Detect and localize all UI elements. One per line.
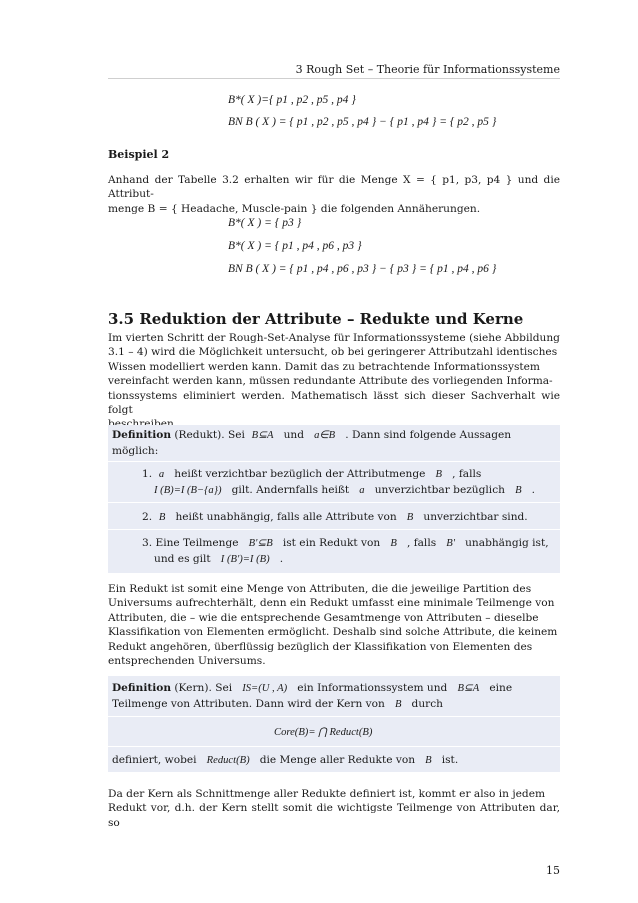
item2-line xyxy=(142,511,528,523)
item2-number: 2. xyxy=(142,511,153,523)
definition-kern-box xyxy=(108,676,560,772)
eine-word: eine xyxy=(489,682,513,694)
section-paragraph xyxy=(108,331,560,432)
item1-rest: gilt. Andernfalls heißt xyxy=(231,484,350,496)
example-text-line: menge B = { Headache, Muscle-pain } die folgenden Annäherungen. xyxy=(108,202,481,215)
paragraph-line: Redukt angehören, überflüssig bezüglich der Klassifikation von Elementen des xyxy=(108,640,533,653)
definition-kern-line1 xyxy=(112,682,512,694)
box-separator xyxy=(108,746,560,747)
kern-paragraph xyxy=(108,787,560,830)
box-separator xyxy=(108,502,560,503)
paragraph-line: Universums aufrechterhält, denn ein Redukt umfasst eine minimale Teilmenge von xyxy=(108,597,555,610)
definition-label: Definition xyxy=(112,682,172,694)
item3-rest: unabhängig ist, xyxy=(465,537,549,549)
definition-rest: . Dann sind folgende Aussagen xyxy=(345,429,512,441)
item1-b2: B xyxy=(515,485,522,496)
paragraph-line: entsprechenden Universums. xyxy=(108,655,266,668)
item3-dot: . xyxy=(279,553,284,565)
item3-b: B xyxy=(390,538,397,549)
definition-kern-line4 xyxy=(112,754,458,766)
example-text xyxy=(108,173,560,216)
definition-redukt-line2: möglich: xyxy=(112,445,159,457)
item2-b2: B xyxy=(406,512,414,523)
item3-mid: ist ein Redukt von xyxy=(282,537,381,549)
header-rule xyxy=(108,78,560,79)
box-separator xyxy=(108,461,560,462)
kern-b: B xyxy=(394,699,402,710)
example-upper-approximation: B*( X ) = { p1 , p4 , p6 , p3 } xyxy=(228,240,362,252)
item1-falls: , falls xyxy=(452,468,482,480)
item2-text: heißt unabhängig, falls alle Attribute von xyxy=(175,511,397,523)
definition-intro: (Kern). Sei xyxy=(174,682,233,694)
kern-line2-text: Teilmenge von Attributen. Dann wird der Kern von xyxy=(112,698,385,710)
item1-formula: I (B)=I (B−{a}) xyxy=(154,485,222,496)
item1-line2 xyxy=(154,484,535,496)
item1-number: 1. xyxy=(142,468,153,480)
core-formula: Core(B)= ⋂ Reduct(B) xyxy=(274,727,373,738)
item3-formula: I (B')=I (B) xyxy=(220,554,270,565)
paragraph-line: Wissen modelliert werden kann. Damit das zu betrachtende Informationssystem xyxy=(108,360,540,373)
item2-b: B xyxy=(158,512,166,523)
boundary-region-formula: BN B ( X ) = { p1 , p2 , p5 , p4 } − { p1 , p4 } = { p2 , p5 } xyxy=(228,116,497,128)
item1-a2: a xyxy=(359,485,365,496)
item3-subset: B'⊆B xyxy=(248,538,273,549)
item2-rest: unverzichtbar sind. xyxy=(423,511,528,523)
subset-formula: B⊆A xyxy=(457,683,480,694)
kern-line4-b: die Menge aller Redukte von xyxy=(259,754,416,766)
paragraph-line: Attributen, die – wie die entsprechende Gesamtmenge von Attributen – dieselbe xyxy=(108,611,539,624)
section-title: 3.5 Reduktion der Attribute – Redukte und Kerne xyxy=(108,310,524,328)
paragraph-line: Klassifikation von Elementen ermöglicht. Deshalb sind solche Attribute, die keinem xyxy=(108,626,558,639)
upper-approximation-formula: B*( X )={ p1 , p2 , p5 , p4 } xyxy=(228,94,356,106)
paragraph-line: Da der Kern als Schnittmenge aller Redukte definiert ist, kommt er also in jedem xyxy=(108,788,546,800)
box-separator xyxy=(108,716,560,717)
box-separator xyxy=(108,529,560,530)
item1-rest2: unverzichtbar bezüglich xyxy=(374,484,505,496)
und-word: und xyxy=(283,429,304,441)
running-header: 3 Rough Set – Theorie für Informationssysteme xyxy=(295,63,560,76)
item3-text: 3. Eine Teilmenge xyxy=(142,537,239,549)
is-formula: IS=(U , A) xyxy=(242,683,288,694)
paragraph-line: tionssystems eliminiert werden. Mathematisch lässt sich dieser Sachverhalt wie folgt xyxy=(108,389,560,417)
paragraph-line: Im vierten Schritt der Rough-Set-Analyse für Informationssysteme (siehe Abbildung xyxy=(108,332,560,344)
redukt-paragraph xyxy=(108,582,560,668)
paragraph-line: Ein Redukt ist somit eine Menge von Attributen, die die jeweilige Partition des xyxy=(108,583,532,595)
paragraph-line: 3.1 – 4) wird die Möglichkeit untersucht, ob bei geringerer Attributzahl identisches xyxy=(108,346,558,359)
definition-label: Definition xyxy=(112,429,172,441)
definition-kern-line2 xyxy=(112,698,443,710)
item1-b: B xyxy=(435,469,442,480)
item3-line2-text: und es gilt xyxy=(154,553,211,565)
example-lower-approximation: B*( X ) = { p3 } xyxy=(228,217,302,229)
definition-redukt-box xyxy=(108,425,560,573)
item3-falls: , falls xyxy=(406,537,437,549)
kern-line4-B: B xyxy=(425,755,432,766)
definition-intro: (Redukt). Sei xyxy=(174,429,245,441)
paragraph-line: vereinfacht werden kann, müssen redundante Attribute des vorliegenden Informa- xyxy=(108,375,553,388)
item3-bprime: B' xyxy=(446,538,455,549)
definition-redukt-line1 xyxy=(112,429,511,441)
element-formula: a∈B xyxy=(314,430,336,441)
item3-line2 xyxy=(154,553,283,565)
kern-line4-a: definiert, wobei xyxy=(112,754,197,766)
item1-a: a xyxy=(158,469,165,480)
definition-mid: ein Informationssystem und xyxy=(297,682,448,694)
subset-formula: B⊆A xyxy=(251,430,274,441)
example-boundary-region: BN B ( X ) = { p1 , p4 , p6 , p3 } − { p3 } = { p1 , p4 , p6 } xyxy=(228,263,497,275)
page-number: 15 xyxy=(546,864,560,877)
example-text-line: Anhand der Tabelle 3.2 erhalten wir für die Menge X = { p1, p3, p4 } und die Attribut- xyxy=(108,174,560,201)
kern-line4-c: ist. xyxy=(441,754,459,766)
durch-word: durch xyxy=(411,698,443,710)
item1-dot: . xyxy=(531,484,536,496)
item1-line1 xyxy=(142,468,481,480)
reduct-formula: Reduct(B) xyxy=(206,755,250,766)
item1-text: heißt verzichtbar bezüglich der Attributmenge xyxy=(174,468,426,480)
example-heading: Beispiel 2 xyxy=(108,148,170,161)
paragraph-line: Redukt vor, d.h. der Kern stellt somit die wichtigste Teilmenge von Attributen dar, so xyxy=(108,802,560,829)
item3-line1 xyxy=(142,537,549,549)
